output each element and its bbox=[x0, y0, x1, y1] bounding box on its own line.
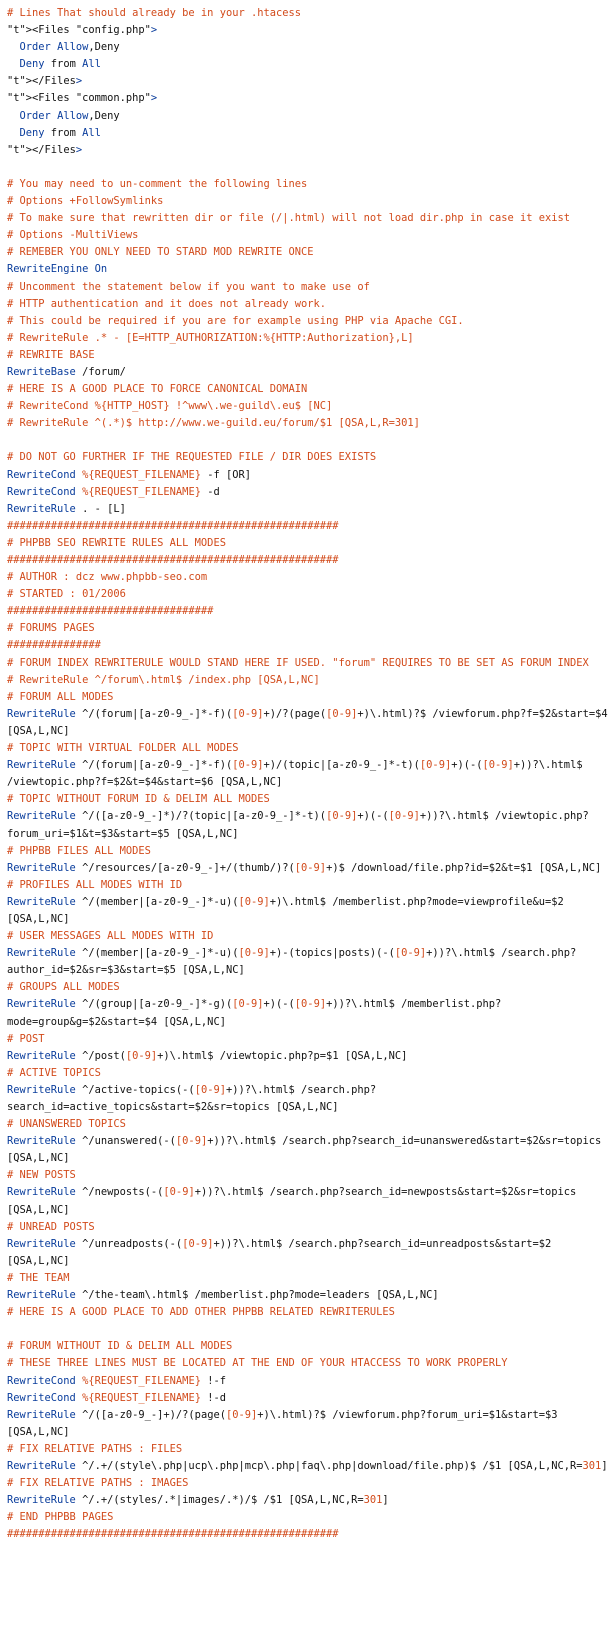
code-line: RewriteRule ^/(member|[a-z0-9_-]*-u)([0-9]+)-(topics|posts)(-([0-9]+))?\.html$ /search.php? bbox=[7, 947, 577, 960]
code-line bbox=[7, 159, 600, 176]
code-line: # To make sure that rewritten dir or file (/|.html) will not load dir.php in case it exist bbox=[7, 212, 571, 225]
code-line: # TOPIC WITHOUT FORUM ID & DELIM ALL MODES bbox=[7, 793, 270, 806]
code-line: RewriteRule . - [L] bbox=[7, 502, 126, 515]
code-line: RewriteBase /forum/ bbox=[7, 365, 126, 378]
code-line: # THE TEAM bbox=[7, 1271, 70, 1284]
code-line: RewriteRule ^/unanswered(-([0-9]+))?\.html$ /search.php?search_id=unanswered&start=$2&sr=topics bbox=[7, 1135, 602, 1148]
code-line: [QSA,L,NC] bbox=[7, 1203, 70, 1216]
code-line: RewriteCond %{REQUEST_FILENAME} -f [OR] bbox=[7, 468, 251, 481]
code-line: Deny from All bbox=[19, 126, 101, 139]
code-line: # REWRITE BASE bbox=[7, 348, 95, 361]
code-line: # RewriteRule ^/forum\.html$ /index.php [QSA,L,NC] bbox=[7, 673, 320, 686]
code-line: RewriteRule ^/([a-z0-9_-]*)/?(topic|[a-z0-9_-]*-t)([0-9]+)(-([0-9]+))?\.html$ /viewtopic.php? bbox=[7, 810, 589, 823]
code-line: RewriteRule ^/(member|[a-z0-9_-]*-u)([0-9]+)\.html$ /memberlist.php?mode=viewprofile&u=$2 bbox=[7, 895, 564, 908]
code-line: # FORUM WITHOUT ID & DELIM ALL MODES bbox=[7, 1340, 233, 1353]
code-line: # POST bbox=[7, 1032, 45, 1045]
code-line: # ACTIVE TOPICS bbox=[7, 1066, 101, 1079]
code-line: # END PHPBB PAGES bbox=[7, 1511, 114, 1524]
code-line: # Options +FollowSymlinks bbox=[7, 195, 164, 208]
code-line: # This could be required if you are for example using PHP via Apache CGI. bbox=[7, 314, 464, 327]
code-line: RewriteCond %{REQUEST_FILENAME} !-d bbox=[7, 1391, 226, 1404]
code-line: "t"><Files "common.php"> bbox=[7, 92, 158, 105]
code-line: # RewriteRule ^(.*)$ http://www.we-guild.eu/forum/$1 [QSA,L,R=301] bbox=[7, 417, 420, 430]
code-line: # THESE THREE LINES MUST BE LOCATED AT THE END OF YOUR HTACCESS TO WORK PROPERLY bbox=[7, 1357, 508, 1370]
code-line: # RewriteRule .* - [E=HTTP_AUTHORIZATION:%{HTTP:Authorization},L] bbox=[7, 331, 414, 344]
code-line: forum_uri=$1&t=$3&start=$5 [QSA,L,NC] bbox=[7, 827, 239, 840]
code-line: # TOPIC WITH VIRTUAL FOLDER ALL MODES bbox=[7, 742, 239, 755]
code-line: # FORUMS PAGES bbox=[7, 622, 95, 635]
code-line: search_id=active_topics&start=$2&sr=topics [QSA,L,NC] bbox=[7, 1101, 339, 1113]
code-line: RewriteRule ^/post([0-9]+)\.html$ /viewtopic.php?p=$1 [QSA,L,NC] bbox=[7, 1049, 408, 1062]
code-line: RewriteRule ^/newposts(-([0-9]+))?\.html$ /search.php?search_id=newposts&start=$2&sr=topics bbox=[7, 1186, 577, 1199]
code-line: # AUTHOR : dcz www.phpbb-seo.com bbox=[7, 571, 208, 584]
code-line: ##################################################### bbox=[7, 519, 339, 532]
code-line: "t"></Files> bbox=[7, 143, 83, 156]
code-line: # FORUM INDEX REWRITERULE WOULD STAND HERE IF USED. "forum" REQUIRES TO BE SET AS FORUM INDEX bbox=[7, 656, 589, 669]
code-line: RewriteRule ^/(forum|[a-z0-9_-]*-f)([0-9]+)/(topic|[a-z0-9_-]*-t)([0-9]+)(-([0-9]+))?\.html$ bbox=[7, 759, 583, 772]
code-line: # FORUM ALL MODES bbox=[7, 690, 114, 703]
code-line: mode=group&g=$2&start=$4 [QSA,L,NC] bbox=[7, 1015, 226, 1028]
code-line: Order Allow,Deny bbox=[19, 109, 120, 122]
code-line: Order Allow,Deny bbox=[19, 41, 120, 54]
code-line: # RewriteCond %{HTTP_HOST} !^www\.we-guild\.eu$ [NC] bbox=[7, 400, 333, 413]
code-line: RewriteEngine On bbox=[7, 263, 108, 276]
code-line: [QSA,L,NC] bbox=[7, 1254, 70, 1267]
code-line: "t"><Files "config.php"> bbox=[7, 24, 158, 37]
code-line: # Options -MultiViews bbox=[7, 229, 139, 242]
code-line: /viewtopic.php?f=$2&t=$4&start=$6 [QSA,L,NC] bbox=[7, 776, 283, 789]
code-line: ################################# bbox=[7, 605, 214, 618]
code-line: # FIX RELATIVE PATHS : FILES bbox=[7, 1442, 183, 1455]
code-line: # HERE IS A GOOD PLACE TO FORCE CANONICAL DOMAIN bbox=[7, 383, 308, 396]
code-line: RewriteCond %{REQUEST_FILENAME} !-f bbox=[7, 1374, 226, 1387]
code-line: author_id=$2&sr=$3&start=$5 [QSA,L,NC] bbox=[7, 964, 245, 977]
code-line: [QSA,L,NC] bbox=[7, 724, 70, 737]
code-line: # REMEBER YOU ONLY NEED TO STARD MOD REWRITE ONCE bbox=[7, 246, 314, 259]
code-line: RewriteRule ^/(group|[a-z0-9_-]*-g)([0-9]+)(-([0-9]+))?\.html$ /memberlist.php? bbox=[7, 998, 502, 1011]
code-line: # HTTP authentication and it does not already work. bbox=[7, 297, 327, 310]
code-line: # GROUPS ALL MODES bbox=[7, 981, 120, 994]
code-line: RewriteRule ^/.+/(style\.php|ucp\.php|mcp\.php|faq\.php|download/file.php)$ /$1 [QSA,L,NC,R=301] bbox=[7, 1459, 608, 1472]
code-line bbox=[7, 1321, 600, 1338]
code-line: RewriteRule ^/unreadposts(-([0-9]+))?\.html$ /search.php?search_id=unreadposts&start=$2 bbox=[7, 1237, 552, 1250]
code-line: # Uncomment the statement below if you want to make use of bbox=[7, 280, 370, 293]
code-line: "t"></Files> bbox=[7, 75, 83, 88]
code-line: RewriteCond %{REQUEST_FILENAME} -d bbox=[7, 485, 220, 498]
code-line: RewriteRule ^/.+/(styles/.*|images/.*)/$ /$1 [QSA,L,NC,R=301] bbox=[7, 1494, 389, 1507]
code-line: RewriteRule ^/resources/[a-z0-9_-]+/(thumb/)?([0-9]+)$ /download/file.php?id=$2&t=$1 [QSA,L,NC] bbox=[7, 861, 602, 874]
code-line: # PHPBB FILES ALL MODES bbox=[7, 844, 151, 857]
code-line: # PROFILES ALL MODES WITH ID bbox=[7, 878, 183, 891]
code-line: [QSA,L,NC] bbox=[7, 1425, 70, 1438]
code-line: # NEW POSTS bbox=[7, 1169, 76, 1182]
code-line: # PHPBB SEO REWRITE RULES ALL MODES bbox=[7, 536, 226, 549]
code-line: # DO NOT GO FURTHER IF THE REQUESTED FILE / DIR DOES EXISTS bbox=[7, 451, 377, 464]
code-line: [QSA,L,NC] bbox=[7, 912, 70, 925]
code-line: RewriteRule ^/active-topics(-([0-9]+))?\.html$ /search.php? bbox=[7, 1083, 377, 1096]
code-line: # Lines That should already be in your .htacess bbox=[7, 7, 302, 19]
code-line: RewriteRule ^/(forum|[a-z0-9_-]*-f)([0-9]+)/?(page([0-9]+)\.html)?$ /viewforum.php?f=$2&start=$4 bbox=[7, 707, 608, 720]
code-line: [QSA,L,NC] bbox=[7, 1152, 70, 1165]
code-line: ##################################################### bbox=[7, 1528, 339, 1541]
code-line: # HERE IS A GOOD PLACE TO ADD OTHER PHPBB RELATED REWRITERULES bbox=[7, 1306, 395, 1319]
code-line: ############### bbox=[7, 639, 101, 652]
code-line: # You may need to un-comment the following lines bbox=[7, 177, 308, 190]
code-line: # STARTED : 01/2006 bbox=[7, 588, 126, 601]
code-line: # USER MESSAGES ALL MODES WITH ID bbox=[7, 930, 214, 943]
code-line bbox=[7, 432, 600, 449]
code-line: RewriteRule ^/([a-z0-9_-]+)/?(page([0-9]+)\.html)?$ /viewforum.php?forum_uri=$1&start=$3 bbox=[7, 1408, 558, 1421]
code-line: # UNANSWERED TOPICS bbox=[7, 1118, 126, 1131]
code-line: ##################################################### bbox=[7, 554, 339, 566]
code-line: Deny from All bbox=[19, 58, 101, 71]
code-line: # FIX RELATIVE PATHS : IMAGES bbox=[7, 1477, 189, 1490]
code-line: # UNREAD POSTS bbox=[7, 1220, 95, 1233]
code-line: RewriteRule ^/the-team\.html$ /memberlist.php?mode=leaders [QSA,L,NC] bbox=[7, 1289, 439, 1302]
